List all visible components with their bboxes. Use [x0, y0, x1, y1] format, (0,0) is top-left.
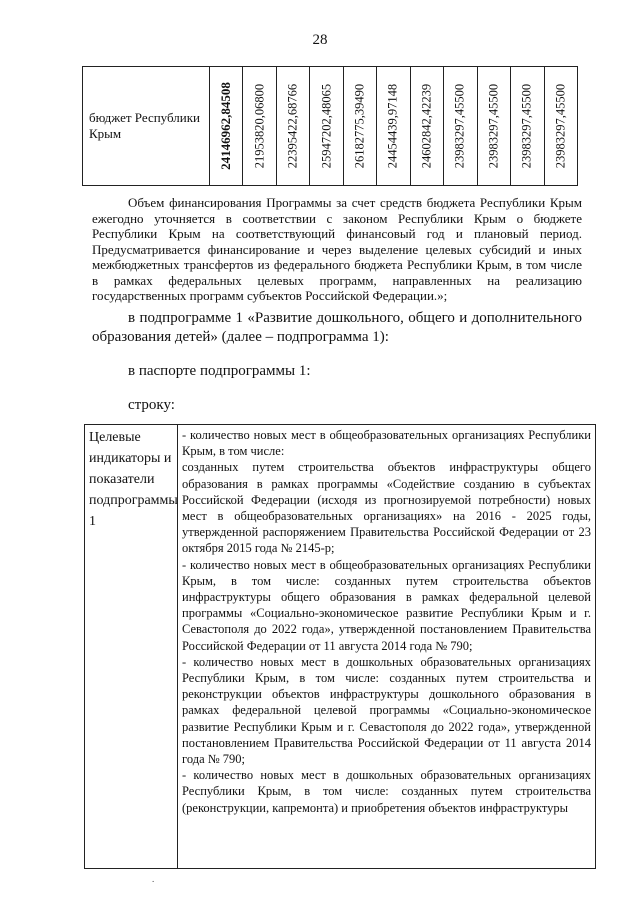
indicator-item: - количество новых мест в общеобразовательных организациях Республики Крым, в том числе: — [182, 428, 591, 459]
indicators-content — [178, 425, 596, 869]
budget-value-total: 24146962,84508 — [218, 82, 234, 170]
budget-value: 23983297,45500 — [452, 83, 467, 169]
budget-table — [82, 66, 578, 186]
row-line: строку: — [128, 397, 175, 413]
passport-line: в паспорте подпрограммы 1: — [128, 363, 311, 379]
page-number: 28 — [312, 32, 328, 48]
indicators-table — [84, 424, 596, 869]
indicator-item: - количество новых мест в дошкольных образовательных организациях Республики Крым, в том числе: созданных путем строительства (реконструкции, капремонта) и приобретения объектов инфраструктуры — [182, 768, 591, 815]
budget-value: 24602842,42239 — [419, 83, 434, 169]
indicators-row — [85, 425, 596, 869]
indicator-item: созданных путем строительства объектов инфраструктуры общего образования в рамках программы «Содействие созданию в субъектах Российской Федерации (исходя из прогнозируемой потребности) новых мест в общеобразовательных организациях» на 2016 - 2025 годы, утвержденной распоряжением Правительства Российской Федерации от 23 октября 2015 года № 2145-р; — [182, 460, 591, 556]
budget-value: 25947202,48065 — [319, 83, 334, 169]
budget-value: 24454439,97148 — [385, 83, 400, 169]
budget-value: 21953820,06800 — [252, 83, 267, 169]
financing-paragraph: Объем финансирования Программы за счет средств бюджета Республики Крым ежегодно уточняется в соответствии с законом Республики Крым о бюджете Республики Крым на соответствующий финансовый год и плановый период. Предусматривается финансирование и через выделение целевых субсидий и иных межбюджетных трансфертов из федерального бюджета Республики Крым, в том числе в рамках федеральных целевых программ, направленных на реализацию государственных программ субъектов Российской Федерации.»; — [92, 195, 582, 303]
budget-value: 23983297,45500 — [519, 83, 534, 169]
subprogram-paragraph: в подпрограмме 1 «Развитие дошкольного, общего и дополнительного образования детей» (далее – подпрограмма 1): — [92, 310, 582, 345]
budget-row — [83, 67, 578, 186]
indicators-label: Целевые индикаторы и показатели подпрограммы 1 — [85, 425, 178, 869]
stray-mark: . — [152, 874, 155, 884]
budget-value: 22395422,68766 — [285, 83, 300, 169]
budget-value: 23983297,45500 — [553, 83, 568, 169]
indicator-item: - количество новых мест в дошкольных образовательных организациях Республики Крым, в том числе: созданных путем строительства и реконструкции объектов инфраструктуры дошкольного образования в рамках федеральной целевой программы «Социально-экономическое развитие Республики Крым и г. Севастополя до 2022 года», утвержденной постановлением Правительства Российской Федерации от 11 августа 2014 года № 790; — [182, 654, 591, 767]
budget-value: 23983297,45500 — [486, 83, 501, 169]
budget-value: 26182775,39490 — [352, 83, 367, 169]
indicator-item: - количество новых мест в общеобразовательных организациях Республики Крым, в том числе: созданных путем строительства объектов инфраструктуры общего образования в рамках федеральной целевой программы «Социально-экономическое развитие Республики Крым и г. Севастополя до 2022 года», утвержденной постановлением Правительства Российской Федерации от 11 августа 2014 года № 790; — [182, 557, 591, 653]
budget-label: бюджет Республики Крым — [83, 67, 210, 186]
